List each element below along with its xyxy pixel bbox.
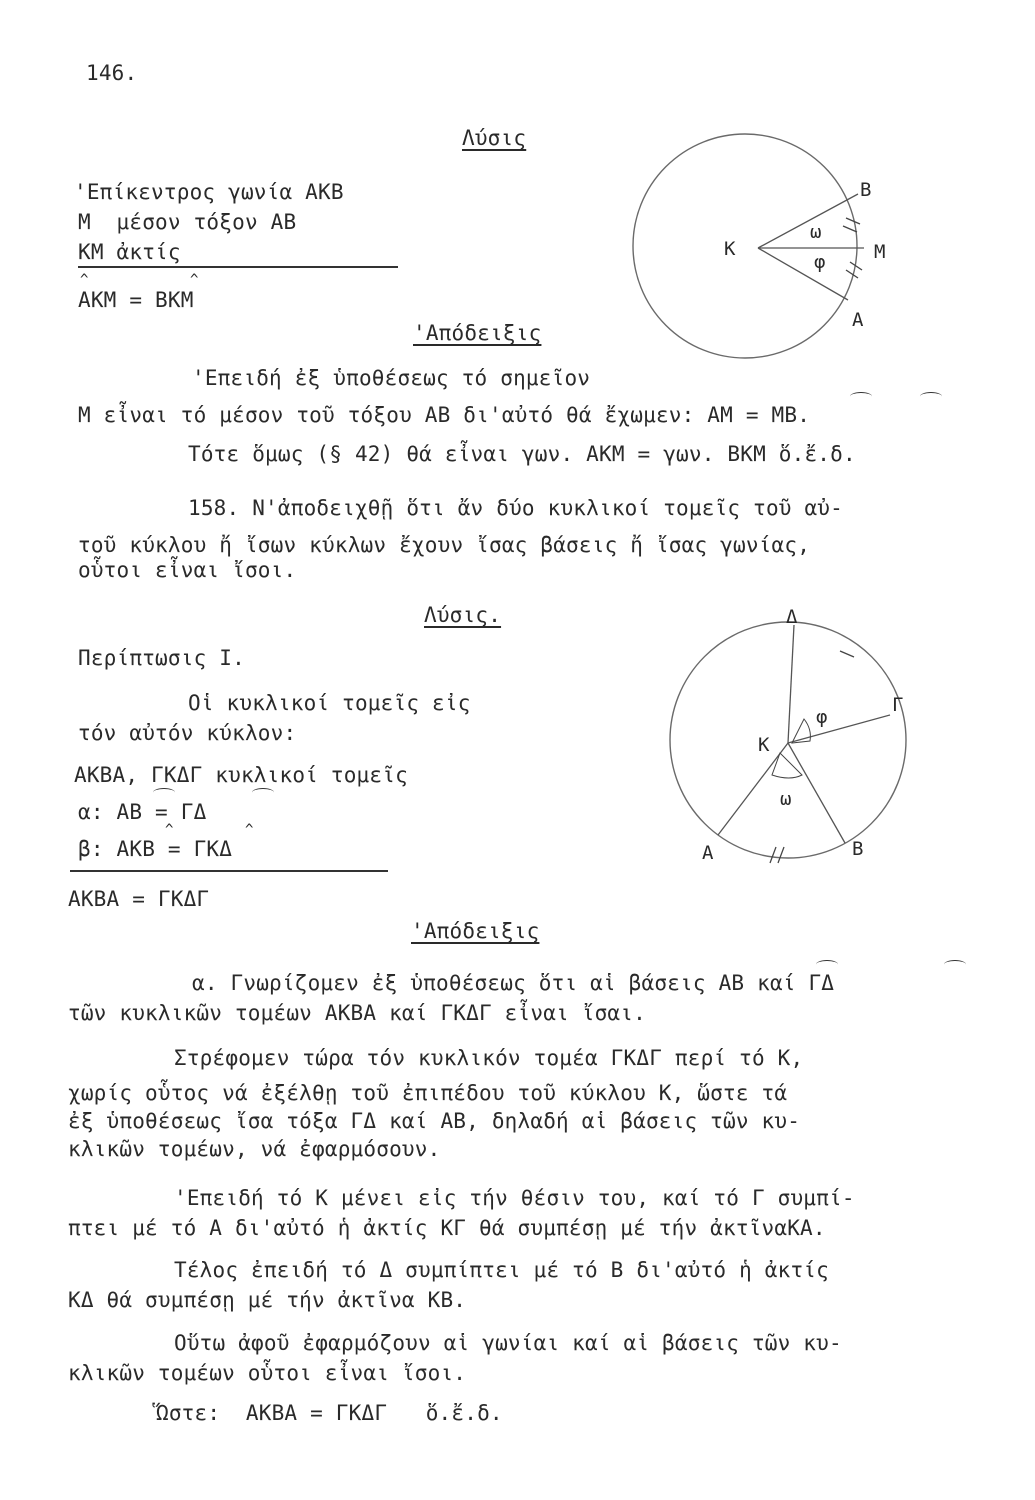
solution-heading-2: Λύσις.	[424, 603, 502, 627]
hat-mark: ^	[245, 822, 254, 838]
label-B: Β	[860, 179, 872, 201]
radius-KA	[718, 743, 788, 835]
proof-line: Στρέφομεν τώρα τόν κυκλικόν τομέα ΓΚΔΓ περί τό Κ,	[174, 1046, 804, 1070]
case-title: Περίπτωσις Ι.	[78, 646, 245, 670]
radius-KA	[758, 248, 848, 300]
arc-mark	[944, 960, 966, 969]
label-K: Κ	[724, 238, 736, 260]
proof-line: α. Γνωρίζομεν ἐξ ὑποθέσεως ὅτι αἱ βάσεις ΑΒ καί ΓΔ	[192, 971, 835, 995]
label-M: Μ	[874, 241, 886, 263]
page-number: 146.	[86, 61, 138, 85]
to-prove-2: ΑΚΒΑ = ΓΚΔΓ	[68, 887, 210, 911]
proof-line: Τότε ὅμως (§ 42) θά εἶναι γων. ΑΚΜ = γων. ΒΚΜ ὅ.ἔ.δ.	[188, 442, 856, 466]
proof-line: ἐξ ὑποθέσεως ἴσα τόξα ΓΔ καί ΑΒ, δηλαδή αἱ βάσεις τῶν κυ-	[68, 1109, 801, 1133]
label-phi: φ	[816, 706, 828, 728]
label-K: Κ	[758, 734, 770, 756]
label-omega: ω	[780, 788, 792, 810]
case-desc: τόν αὐτόν κύκλον:	[78, 721, 297, 745]
given-line: α: ΑΒ = ΓΔ	[78, 800, 207, 824]
tick-mark	[840, 651, 854, 657]
given-line-1: 'Επίκεντρος γωνία ΑΚΒ	[74, 180, 344, 204]
proof-line: χωρίς οὗτος νά ἐξέλθῃ τοῦ ἐπιπέδου τοῦ κύκλου Κ, ὥστε τά	[68, 1081, 788, 1105]
arc-mark	[920, 392, 942, 401]
figure-1-circle	[633, 134, 857, 358]
label-omega: ω	[810, 221, 822, 243]
label-A: Α	[702, 842, 714, 864]
case-desc: Οἱ κυκλικοί τομεῖς εἰς	[188, 691, 471, 715]
label-B: Β	[852, 838, 864, 860]
radius-KB	[758, 194, 858, 248]
given-divider-2	[70, 870, 388, 872]
proof-line: 'Επειδή τό Κ μένει εἰς τήν θέσιν του, καί τό Γ συμπί-	[174, 1186, 855, 1210]
radius-KG	[788, 715, 890, 743]
given-line-3: ΚΜ ἀκτίς	[78, 240, 181, 264]
proof-line: Τέλος ἐπειδή τό Δ συμπίπτει μέ τό Β δι'αὐτό ἡ ἀκτίς	[174, 1258, 829, 1282]
arc-mark	[816, 960, 838, 969]
tick-mark	[770, 847, 776, 863]
given-line: ΑΚΒΑ, ΓΚΔΓ κυκλικοί τομεῖς	[74, 763, 408, 787]
proof-line: Οὕτω ἀφοῦ ἐφαρμόζουν αἱ γωνίαι καί αἱ βάσεις τῶν κυ-	[174, 1331, 842, 1355]
proof-line: πτει μέ τό Α δι'αὐτό ἡ ἀκτίς ΚΓ θά συμπέσῃ μέ τήν ἀκτῖναΚΑ.	[68, 1216, 826, 1240]
given-divider	[78, 266, 398, 268]
tick-mark	[778, 847, 784, 863]
figure-2-circle-diagram	[640, 606, 920, 885]
proof-line: κλικῶν τομέων οὗτοι εἶναι ἴσοι.	[68, 1361, 467, 1385]
arc-mark	[850, 392, 872, 401]
proof-line: τῶν κυκλικῶν τομέων ΑΚΒΑ καί ΓΚΔΓ εἶναι ἴσαι.	[68, 1001, 646, 1025]
arc-mark	[153, 788, 175, 797]
given-line-2: Μ μέσον τόξον ΑΒ	[78, 210, 297, 234]
arc-mark	[252, 788, 274, 797]
radius-KB	[788, 743, 845, 843]
label-phi: φ	[814, 251, 826, 273]
label-G: Γ	[892, 694, 904, 716]
label-A: Α	[852, 309, 864, 331]
to-prove: ΑΚΜ = ΒΚΜ	[78, 288, 194, 312]
proof-line: κλικῶν τομέων, νά ἐφαρμόσουν.	[68, 1137, 441, 1161]
given-line: β: ΑΚΒ = ΓΚΔ	[78, 837, 233, 861]
proof-line: Μ εἶναι τό μέσον τοῦ τόξου ΑΒ δι'αὐτό θά ἔχωμεν: ΑΜ = ΜΒ.	[78, 403, 811, 427]
hat-mark: ^	[80, 272, 89, 288]
conclusion-line: Ὥστε: ΑΚΒΑ = ΓΚΔΓ ὅ.ἔ.δ.	[156, 1401, 503, 1425]
hat-mark: ^	[165, 822, 174, 838]
figure-1-circle-diagram	[620, 128, 886, 368]
proof-line: ΚΔ θά συμπέσῃ μέ τήν ἀκτῖνα ΚΒ.	[68, 1288, 467, 1312]
proof-heading: 'Απόδειξις	[413, 321, 542, 345]
solution-heading: Λύσις	[462, 126, 527, 150]
problem-158-line: τοῦ κύκλου ἤ ἴσων κύκλων ἔχουν ἴσας βάσεις ἤ ἴσας γωνίας,	[78, 533, 811, 557]
angle-hatch-lower	[772, 753, 802, 778]
problem-158-line: 158. Ν'ἀποδειχθῇ ὅτι ἄν δύο κυκλικοί τομεῖς τοῦ αὐ-	[188, 496, 843, 520]
hat-mark: ^	[190, 272, 199, 288]
label-D: Δ	[786, 606, 798, 628]
proof-line: 'Επειδή ἐξ ὑποθέσεως τό σημεῖον	[192, 366, 591, 390]
proof-heading-2: 'Απόδειξις	[411, 919, 540, 943]
problem-158-line: οὗτοι εἶναι ἴσοι.	[78, 558, 297, 582]
radius-KD	[788, 625, 794, 743]
